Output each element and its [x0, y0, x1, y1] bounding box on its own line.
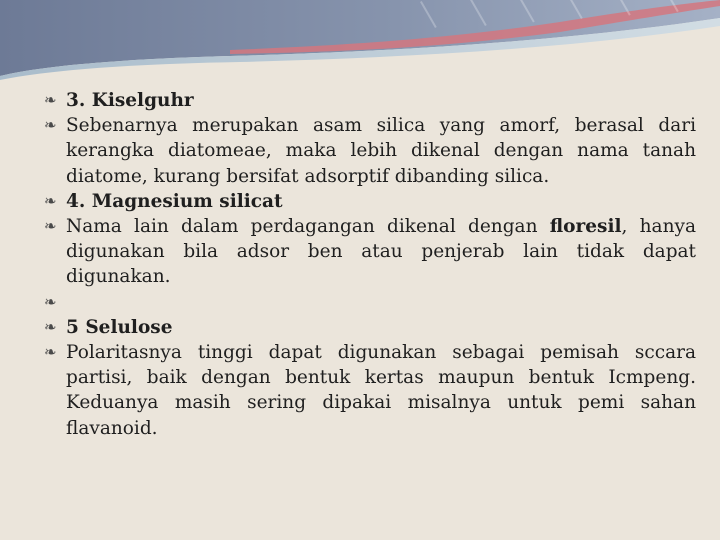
- heading-text: 4. Magnesium silicat: [66, 190, 283, 212]
- bullet-item-magnesium-desc: [44, 214, 696, 290]
- wingding-arrow-bullet-icon: ❧: [44, 191, 57, 210]
- bullet-item-selulose-desc: [44, 340, 696, 441]
- heading-text: 3. Kiselguhr: [66, 90, 194, 111]
- slide-content: [44, 88, 696, 441]
- bullet-item-magnesium-heading: [44, 189, 696, 214]
- wingding-arrow-bullet-icon: ❧: [44, 116, 57, 135]
- wingding-arrow-bullet-icon: ❧: [44, 317, 57, 336]
- bullet-item-empty: [44, 290, 696, 315]
- paragraph-text: Sebenarnya merupakan asam silica yang amorf, berasal dari kerangka diatomeae, maka lebih dikenal dengan nama tanah diatome, kurang bersifat adsorptif dibanding silica.: [66, 115, 696, 187]
- heading-text: 5 Selulose: [66, 316, 173, 338]
- bullet-item-kiselguhr-desc: [44, 113, 696, 189]
- text-segment: Nama lain dalam perdagangan dikenal dengan: [66, 216, 550, 238]
- bullet-item-kiselguhr-heading: [44, 88, 696, 113]
- text-segment: , hanya digunakan bila adsor ben atau penjerab lain tidak dapat digunakan.: [66, 216, 696, 288]
- paragraph-text: [66, 214, 696, 290]
- wingding-arrow-bullet-icon: ❧: [44, 343, 57, 362]
- empty-text: [66, 290, 696, 315]
- bullet-item-selulose-heading: [44, 315, 696, 340]
- wingding-arrow-bullet-icon: ❧: [44, 292, 57, 311]
- decorative-wave-banner: [0, 0, 720, 90]
- wingding-arrow-bullet-icon: ❧: [44, 217, 57, 236]
- wingding-arrow-bullet-icon: ❧: [44, 91, 57, 109]
- paragraph-text: Polaritasnya tinggi dapat digunakan sebagai pemisah sccara partisi, baik dengan bentuk kertas maupun bentuk Icmpeng. Keduanya masih sering dipakai misalnya untuk pemi sahan flavanoid.: [66, 342, 696, 439]
- bold-term-floresil: floresil: [549, 216, 622, 238]
